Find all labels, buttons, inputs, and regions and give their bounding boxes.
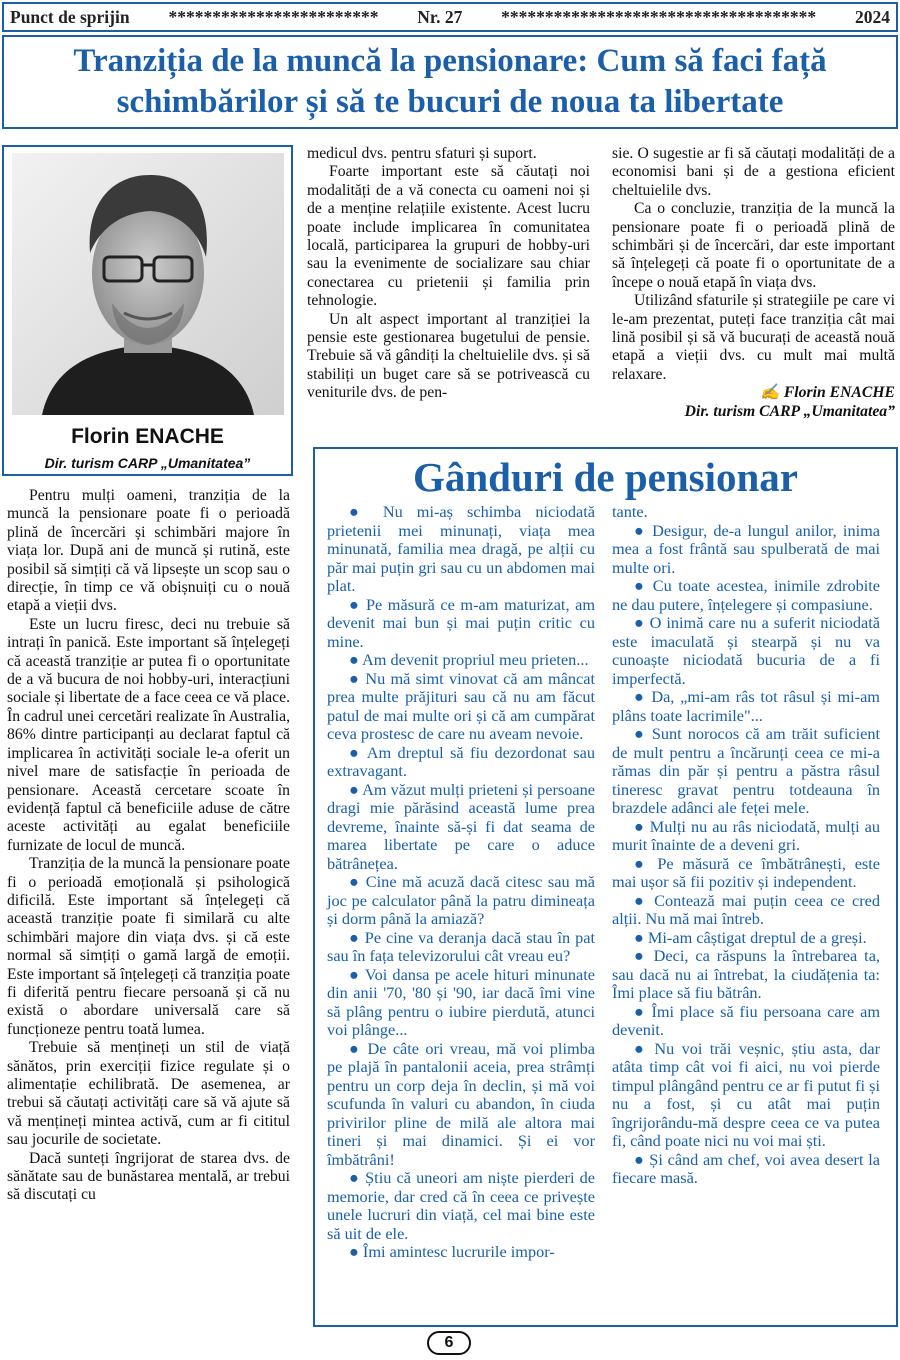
sidebar-item-text: Am văzut mulți prieteni și persoane dragi mie părăsind această lume prea devreme, înainte să-și fi dat seama de marea libertate pe care o aduce bătrânețea. <box>327 779 596 873</box>
sidebar-box <box>313 447 898 1327</box>
article-paragraph: Este un lucru firesc, deci nu trebuie să intrați în panică. Este important să înțelegeți că această tranziție ar putea fi o oportunitate de a vă bucura de noi hobby-uri, interacțiuni sociale și libertate de a face ceea ce vă place. În cadrul unei cercetări realizate în Australia, 86% dintre participanți au declarat faptul că implicarea în activități sociale le-a oferit un nivel mare de satisfacție în perioada de pensionare. Această cercetare scoate în evidență faptul că beneficiile aduse de către aceste activități au egalat beneficiile furnizate de locul de muncă. <box>7 615 290 854</box>
sidebar-item <box>612 577 880 614</box>
article-column-2 <box>307 145 590 435</box>
sidebar-item-text: Nu voi trăi veșnic, știu asta, dar atâta timp cât voi fi aici, nu voi pierde timpul plângând pentru ce ar fi putut fi și nu a fost, și cu atât mai puțin îngrijorându-mă despre ceea ce va putea fi, când poate nici nu voi mai ști. <box>612 1038 880 1150</box>
stars-right: ************************************ <box>501 6 817 27</box>
sidebar-item <box>612 818 880 855</box>
sidebar-title: Gânduri de pensionar <box>412 454 799 500</box>
bullet-icon: ● <box>634 1001 646 1021</box>
sidebar-item-text: Nu mă simt vinovat că am mâncat prea multe prăjituri sau că nu am făcut patul de mai multe ori și că am cumpărat ceva prostesc de care nu aveam nevoie. <box>327 668 595 743</box>
bullet-icon: ● <box>634 927 644 947</box>
sidebar-item-text: De câte ori vreau, mă voi plimba pe plajă în pantalonii aceia, prea strâmți pentru un corp deja în declin, și mă voi scufunda în valuri cu abandon, în ciuda privirilor pline de milă ale altora mai tineri și mai dinamici. Și ei vor îmbătrâni! <box>327 1038 595 1169</box>
bullet-icon: ● <box>634 687 646 706</box>
article-column-1 <box>7 487 290 1327</box>
sidebar-item-text: Am devenit propriul meu prieten... <box>362 650 589 669</box>
signature-name: Florin ENACHE <box>783 384 895 402</box>
author-name: Florin ENACHE <box>71 425 224 448</box>
bullet-icon: ● <box>634 520 646 540</box>
sidebar-item <box>327 1040 595 1170</box>
sidebar-item-text: Deci, ca răspuns la întrebarea ta, sau dacă nu ai întrebat, la ciudățenia ta: Îmi place să fiu bătrân. <box>612 946 880 1002</box>
sidebar-item-text: Da, „mi-am râs tot râsul și mi-am plâns toate lacrimile"... <box>612 687 880 725</box>
sidebar-item-text: Pe măsură ce îmbătrânești, este mai ușor să fii pozitiv și independent. <box>612 853 881 891</box>
bullet-icon: ● <box>349 594 361 614</box>
article-paragraph: Un alt aspect important al tranziției la pensie este gestionarea bugetului de pensie. Trebuie să vă gândiți la cheltuielile dvs. și să stabiliți un buget care să se potrivească cu veniturile dvs. de pen- <box>307 310 590 402</box>
bullet-icon: ● <box>349 742 362 762</box>
author-photo <box>12 153 284 415</box>
sidebar-item <box>612 1003 880 1040</box>
stars-left: ************************ <box>168 6 379 27</box>
sidebar-column-right <box>612 503 880 1188</box>
issue-year: 2024 <box>854 6 890 27</box>
sidebar-item <box>327 651 595 670</box>
sidebar-item <box>327 929 595 966</box>
sidebar-item <box>327 873 595 929</box>
bullet-icon: ● <box>634 890 647 910</box>
publication-name: Punct de sprijin <box>10 6 130 27</box>
sidebar-item-text: Îmi amintesc lucrurile impor- <box>362 1242 555 1261</box>
article-paragraph: Ca o concluzie, tranziția de la muncă la pensionare poate fi o perioadă plină de schimbări și de încercări, dar este important să înțelegeți că poate fi o oportunitate de a începe o nouă etapă în viața dvs. <box>612 200 895 291</box>
sidebar-item-text: Și când am chef, voi avea desert la fiecare masă. <box>612 1149 880 1187</box>
sidebar-item-continued: tante. <box>612 502 648 521</box>
bullet-icon: ● <box>634 1038 648 1058</box>
signature-role: Dir. turism CARP „Umanitatea” <box>684 402 895 420</box>
bullet-icon: ● <box>349 1038 362 1058</box>
article-paragraph: Foarte important este să căutați noi modalități de a vă conecta cu oameni noi și de a menține relațiile existente. Acest lucru poate include implicarea în comunitatea locală, participarea la grupuri de hobby-uri sau la evenimente de socializare sau chiar conectarea cu prietenii și familia prin tehnologie. <box>307 163 590 310</box>
sidebar-item <box>327 596 595 652</box>
sidebar-item-text: Cu toate acestea, inimile zdrobite ne dau putere, înțelegere și compasiune. <box>612 576 880 614</box>
bullet-icon: ● <box>349 668 361 688</box>
masthead-bar <box>2 2 898 32</box>
sidebar-item-text: Mi-am câștigat dreptul de a greși. <box>647 927 867 947</box>
sidebar-item-text: Pe măsură ce m-am maturizat, am devenit mai bun și mai puțin critic cu mine. <box>327 594 595 651</box>
sidebar-item <box>327 503 595 596</box>
article-paragraph: medicul dvs. pentru sfaturi și suport. <box>307 145 537 162</box>
sidebar-item <box>612 892 880 929</box>
article-paragraph: Tranziția de la muncă la pensionare poate fi o perioadă emoțională și psihologică dificilă. Este important să înțelegeți că această tranziție poate fi similară cu alte schimbări majore din viața dvs. și că este normal să simțiți o gamă largă de emoții. Este important să înțelegeți că tranziția poate fi diferită pentru fiecare persoană și că nu există o abordare universală care să funcționeze pentru toată lumea. <box>7 855 290 1038</box>
sidebar-item <box>612 929 880 948</box>
bullet-icon: ● <box>634 724 646 743</box>
bullet-icon: ● <box>634 576 647 595</box>
sidebar-item <box>612 947 880 1003</box>
writing-hand-icon: ✍ <box>760 384 784 402</box>
bullet-icon: ● <box>634 853 649 873</box>
sidebar-item-text: Mulți nu au râs niciodată, mulți au murit înainte de a deveni gri. <box>612 816 880 854</box>
sidebar-item <box>327 1169 595 1243</box>
sidebar-item-text: Cine mă acuză dacă citesc sau mă joc pe calculator până la patru dimineața și dorm până la amiază? <box>327 872 595 928</box>
sidebar-item <box>327 670 595 744</box>
bullet-icon: ● <box>349 502 369 521</box>
issue-number: Nr. 27 <box>417 6 463 27</box>
bullet-icon: ● <box>349 779 359 799</box>
bullet-icon: ● <box>349 1168 360 1187</box>
sidebar-item <box>612 688 880 725</box>
sidebar-item-text: Contează mai puțin ceea ce cred alții. Nu mă mai întreb. <box>612 890 880 928</box>
page-number: 6 <box>427 1331 471 1355</box>
article-paragraph: Dacă sunteți îngrijorat de starea dvs. de sănătate sau de bunăstarea mentală, ar trebui să discutați cu <box>7 1149 290 1204</box>
sidebar-item <box>327 1243 595 1262</box>
article-paragraph: sie. O sugestie ar fi să căutați modalități de a economisi bani și de a gestiona eficient cheltuielile dvs. <box>612 145 895 199</box>
author-role: Dir. turism CARP „Umanitatea” <box>44 455 251 471</box>
sidebar-item-text: Am dreptul să fiu dezordonat sau extravagant. <box>327 742 595 780</box>
signature-name-line <box>612 384 895 402</box>
sidebar-item-text: Îmi place să fiu persoana care am devenit. <box>612 1001 880 1039</box>
bullet-icon: ● <box>634 816 645 836</box>
bullet-icon: ● <box>349 964 360 984</box>
sidebar-item <box>327 744 595 781</box>
bullet-icon: ● <box>634 1149 645 1169</box>
sidebar-item-text: Pe cine va deranja dacă stau în pat sau în fața televizorului cât vreau eu? <box>327 927 595 965</box>
sidebar-item <box>612 725 880 818</box>
sidebar-item <box>612 855 880 892</box>
sidebar-item-text: O inimă care nu a suferit niciodată este imaculată și stearpă și nu va cunoaște niciodată bucuria de a fi imperfectă. <box>612 613 880 688</box>
sidebar-item-text: Sunt norocos că am trăit suficient de mult pentru a încărunți ceea ce mi-a rămas din păr și pentru a păstra râsul tineresc gravat pentru totdeauna în brazdele adânci ale feței mele. <box>612 724 880 817</box>
sidebar-item-text: Știu că uneori am niște pierderi de memorie, dar cred că în ceea ce privește unele lucruri din viață, cel mai bine este să uit de ele. <box>327 1168 596 1243</box>
sidebar-item-text: Nu mi-aș schimba niciodată prietenii mei minunați, viața mea minunată, familia mea dragă, pe alții cu păr mai puțin gri sau cu un abdomen mai plat. <box>327 502 595 595</box>
sidebar-column-left <box>327 503 595 1262</box>
author-portrait-image <box>12 153 284 415</box>
bullet-icon: ● <box>349 927 360 947</box>
bullet-icon: ● <box>349 872 361 891</box>
article-headline: Tranziția de la muncă la pensionare: Cum să faci față schimbărilor și să te bucuri de noua ta libertate <box>2 35 898 129</box>
sidebar-item-text: Voi dansa pe acele hituri minunate din anii '70, '80 și '90, iar dacă îmi vine să plâng pentru o iubire pierdută, atunci voi plânge... <box>327 964 595 1039</box>
article-paragraph: Utilizând sfaturile și strategiile pe care vi le-am prezentat, puteți face tranziția cât mai lină posibil și să vă bucurați de această nouă etapă a vieții dvs. cu mult mai multă relaxare. <box>612 292 895 383</box>
bullet-icon: ● <box>349 1242 359 1261</box>
bullet-icon: ● <box>634 613 645 632</box>
sidebar-item-text: Desigur, de-a lungul anilor, inima mea a fost frântă sau spulberată de mai multe ori. <box>612 520 881 577</box>
sidebar-item <box>612 1151 880 1188</box>
bullet-icon: ● <box>349 650 359 669</box>
article-paragraph: Trebuie să mențineți un stil de viață sănătos, prin exerciții fizice regulate și o alimentație echilibrată. De asemenea, ar trebui să căutați activități care să vă ajute să vă mențineți mintea activă, cum ar fi cititul sau jocurile de societate. <box>7 1039 290 1149</box>
bullet-icon: ● <box>634 946 647 965</box>
sidebar-item <box>612 1040 880 1151</box>
article-column-3 <box>612 145 895 437</box>
author-box <box>2 145 293 476</box>
sidebar-item <box>612 522 880 578</box>
sidebar-item <box>327 966 595 1040</box>
sidebar-item <box>612 614 880 688</box>
sidebar-item <box>327 781 595 874</box>
article-paragraph: Pentru mulți oameni, tranziția de la muncă la pensionare poate fi o perioadă plină de încercări și schimbări majore în viața lor. După ani de muncă și rutină, este posibil să simțiți că vă lipsește un scop sau o direcție, în timp ce vă obișnuiți cu o nouă etapă a vieții dvs. <box>7 487 290 615</box>
